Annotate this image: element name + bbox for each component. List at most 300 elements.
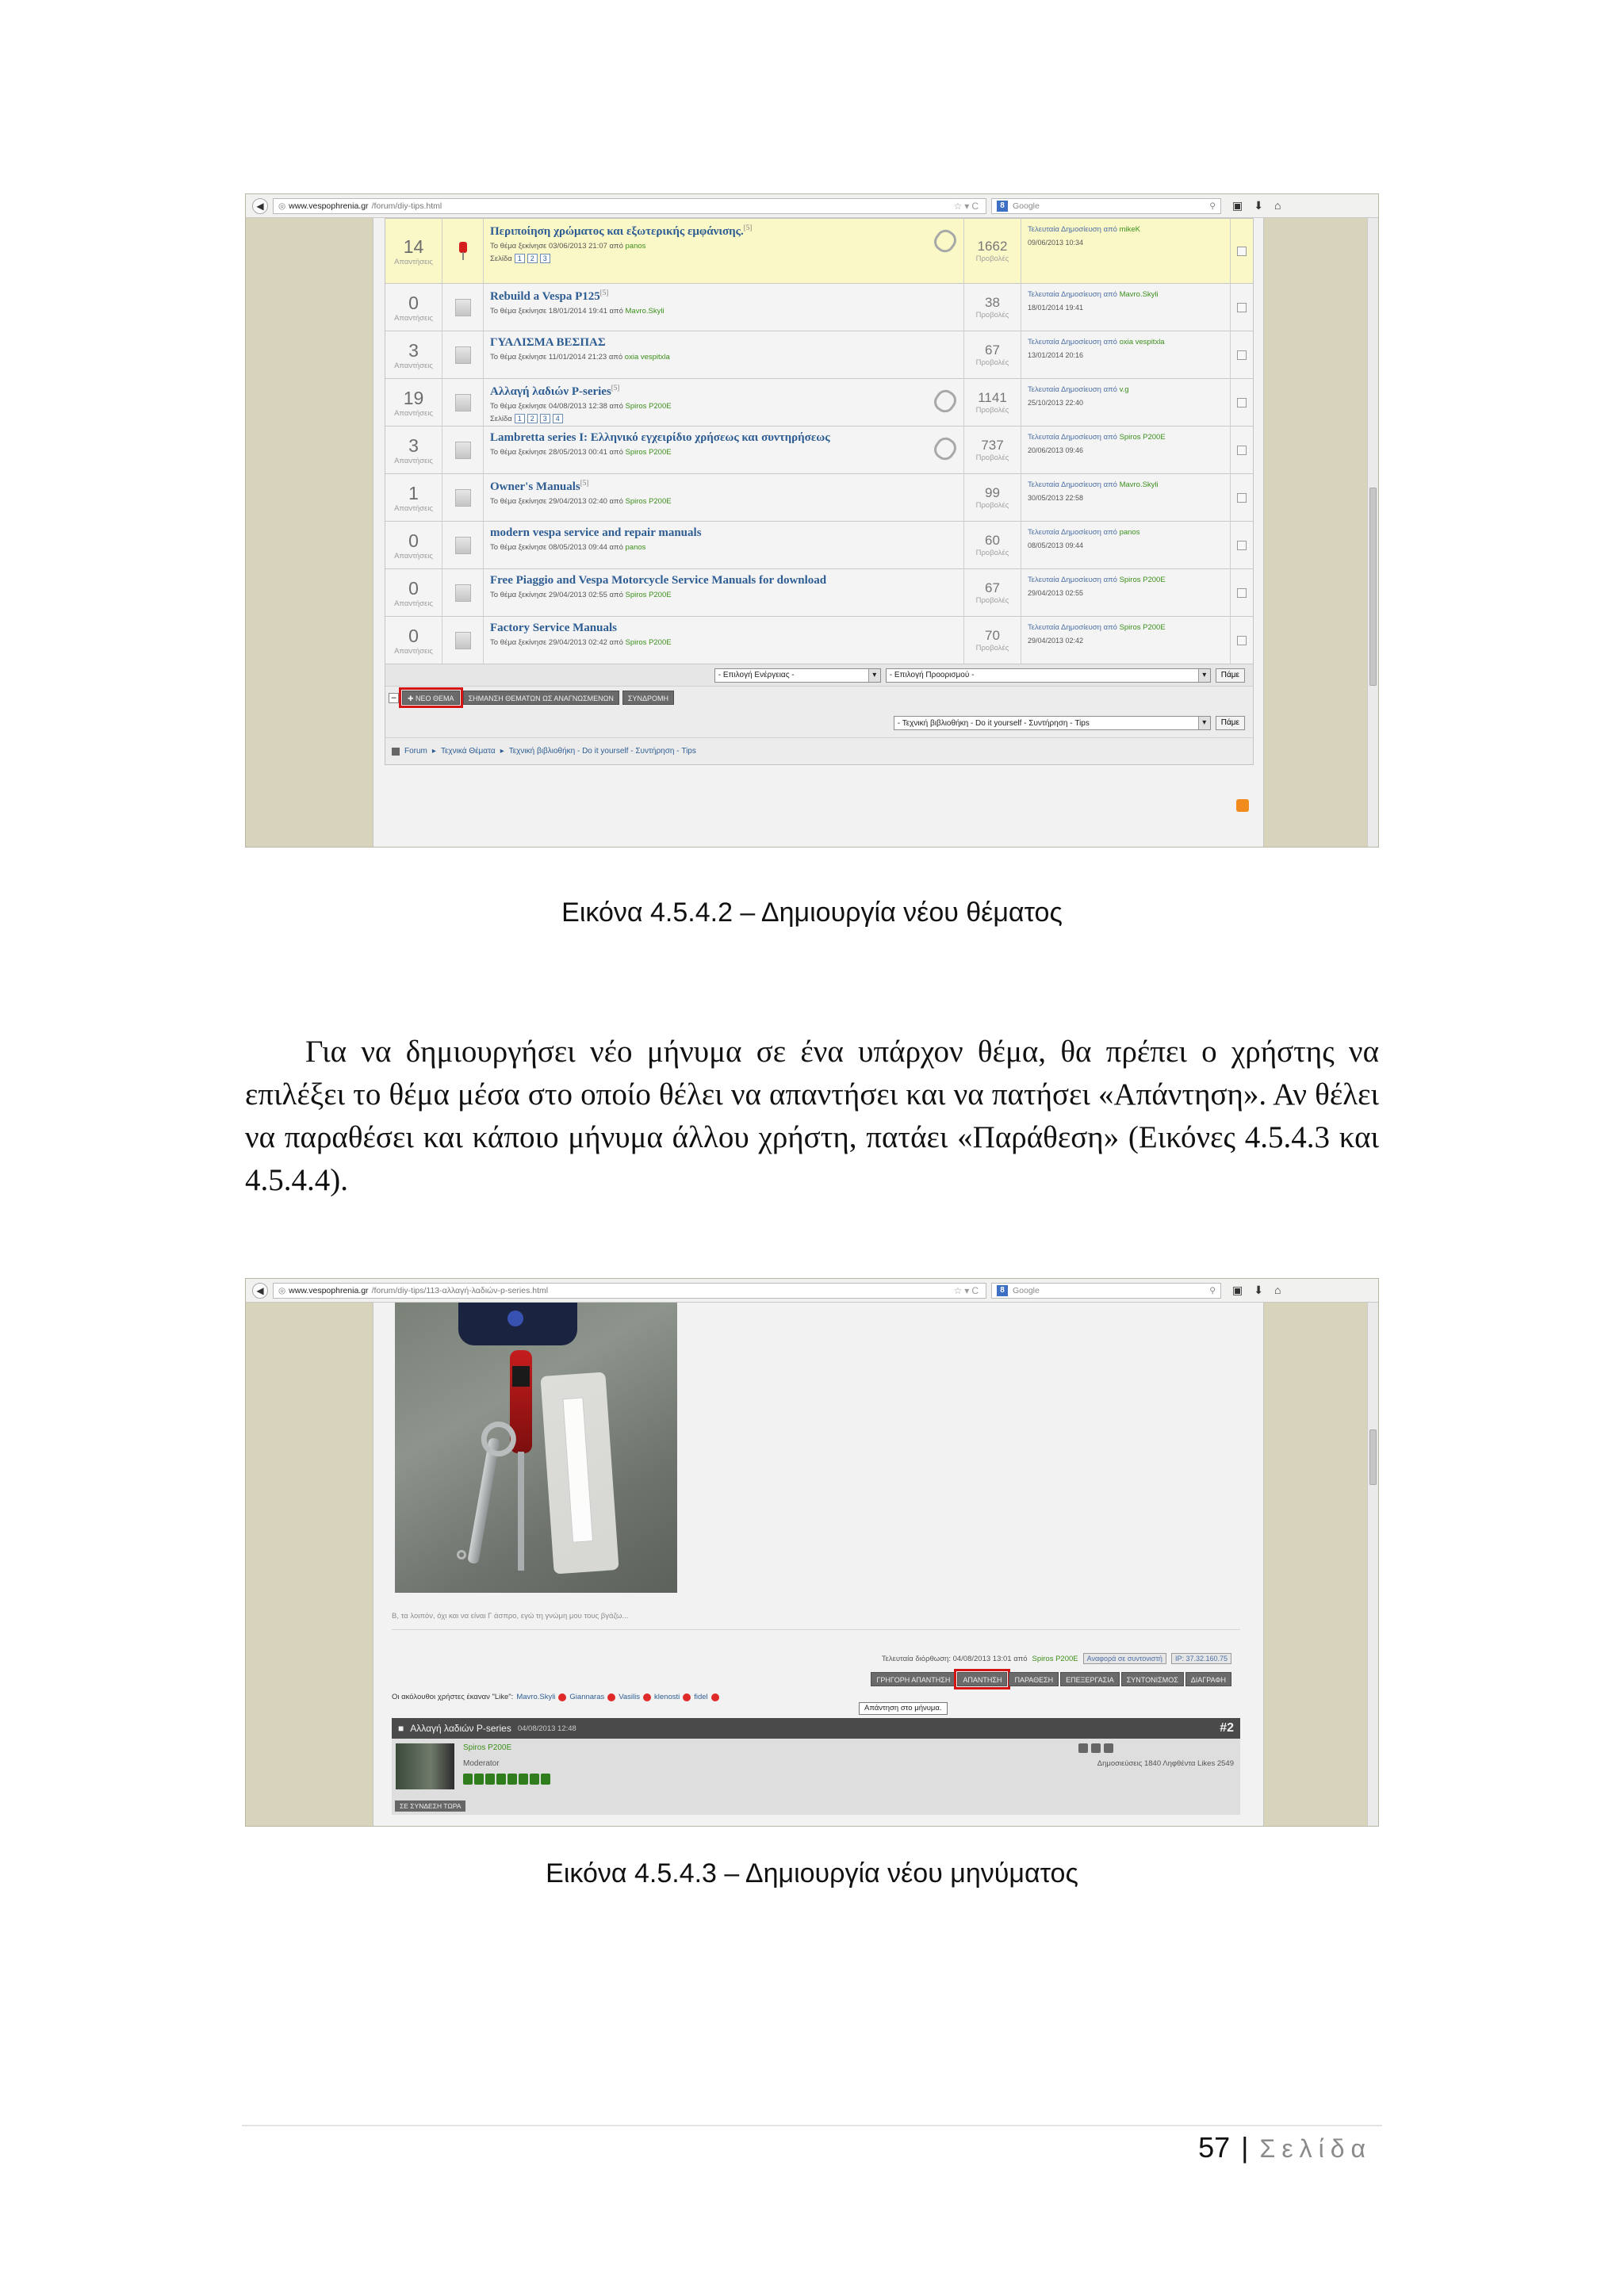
select-cell	[1231, 474, 1253, 521]
last-post-label[interactable]: Τελευταία Δημοσίευση από	[1028, 528, 1117, 537]
breadcrumb-arrow-icon: ▸	[431, 747, 436, 756]
last-post-line	[1028, 338, 1224, 346]
scrollbar[interactable]	[1367, 1303, 1378, 1826]
post-button-6[interactable]: ΔΙΑΓΡΑΦΗ	[1185, 1672, 1231, 1686]
topic-status-icon	[455, 489, 471, 507]
topic-status-icon	[455, 632, 471, 649]
last-post-cell	[1021, 474, 1231, 521]
started-label: Το θέμα ξεκίνησε 18/01/2014 19:41 από	[490, 307, 623, 316]
last-post-date: 08/05/2013 09:44	[1028, 541, 1084, 549]
url-path: /forum/diy-tips/113-αλλαγή-λαδιών-p-series.html	[371, 1285, 549, 1295]
figure-forum-topic-list	[245, 193, 1379, 848]
select-cell	[1231, 284, 1253, 331]
reply-label: Απαντήσεις	[394, 551, 433, 561]
topic-title[interactable]	[490, 384, 957, 399]
page-link[interactable]: 1	[515, 414, 525, 423]
last-post-label[interactable]: Τελευταία Δημοσίευση από	[1028, 385, 1117, 394]
last-post-user[interactable]: Mavro.Skyli	[1119, 290, 1159, 299]
last-post-label[interactable]: Τελευταία Δημοσίευση από	[1028, 338, 1117, 346]
forum-home-icon[interactable]	[392, 748, 400, 756]
reply-count: 19	[403, 387, 424, 408]
reply-label: Απαντήσεις	[394, 257, 433, 266]
views-cell	[964, 331, 1021, 378]
topic-row[interactable]	[385, 569, 1253, 617]
last-post-user[interactable]: oxia vespitxla	[1119, 338, 1165, 346]
views-cell	[964, 219, 1021, 283]
bookmark-star-icon[interactable]: ☆▾C	[953, 1284, 981, 1296]
select-cell	[1231, 379, 1253, 426]
topic-status-icon	[455, 442, 471, 459]
magnifier-icon[interactable]: ⚲	[1209, 1285, 1216, 1295]
like-remove-icon[interactable]	[607, 1693, 615, 1701]
bookmarks-icon[interactable]: ▣	[1232, 199, 1243, 212]
ip-badge: IP: 37.32.160.75	[1171, 1653, 1231, 1664]
post-button-4[interactable]: ΕΠΕΞΕΡΓΑΣΙΑ	[1060, 1672, 1120, 1686]
select-cell	[1231, 522, 1253, 568]
topic-author[interactable]: Spiros P200E	[625, 402, 672, 411]
reply-tooltip: Απάντηση στο μήνυμα.	[859, 1702, 948, 1715]
post-date: 04/08/2013 12:48	[517, 1724, 576, 1733]
last-post-user[interactable]: v.g	[1119, 385, 1129, 394]
like-user[interactable]: Vasilis	[619, 1693, 641, 1701]
topic-title-text[interactable]: Factory Service Manuals	[490, 622, 617, 634]
replies-cell	[385, 617, 442, 664]
reply-count: 3	[408, 339, 419, 361]
plus-icon: ✚	[408, 695, 416, 702]
pin-icon	[458, 242, 468, 261]
views-cell	[964, 522, 1021, 568]
views-label: Προβολές	[975, 596, 1009, 605]
views-label: Προβολές	[975, 453, 1009, 462]
page-footer	[1198, 2131, 1372, 2164]
topic-title-text[interactable]: ΓΥΑΛΙΣΜΑ ΒΕΣΠΑΣ	[490, 336, 606, 349]
download-icon[interactable]: ⬇	[1254, 199, 1263, 212]
page-link[interactable]: 2	[527, 254, 538, 263]
last-post-date: 30/05/2013 22:58	[1028, 494, 1084, 502]
url-host: www.vespophrenia.gr	[289, 201, 369, 211]
avatar[interactable]	[396, 1743, 454, 1789]
post-quote-line: Β, τα λοιπόν, όχι και να είναι Γ άσπρο, εγώ τη γνώμη μου τους βγάζω...	[392, 1612, 629, 1621]
select-cell	[1231, 219, 1253, 283]
post-header	[392, 1718, 1240, 1739]
status-cell	[442, 284, 484, 331]
views-label: Προβολές	[975, 254, 1009, 263]
topic-row[interactable]	[385, 284, 1253, 331]
topic-title-text[interactable]: Lambretta series I: Ελληνικό εγχειρίδιο χρήσεως και συντηρήσεως	[490, 431, 830, 444]
title-cell	[484, 427, 964, 473]
search-placeholder: Google	[1013, 201, 1040, 211]
google-icon: 8	[997, 201, 1008, 212]
topic-action-bar	[385, 687, 1253, 709]
reply-label: Απαντήσεις	[394, 599, 433, 608]
screwdriver-shaft	[518, 1452, 524, 1571]
started-label: Το θέμα ξεκίνησε 08/05/2013 09:44 από	[490, 543, 623, 552]
page-link[interactable]: 3	[540, 254, 550, 263]
topic-checkbox[interactable]	[1237, 636, 1247, 645]
last-post-line	[1028, 623, 1224, 632]
breadcrumb-link[interactable]: Forum	[404, 747, 427, 756]
message-icon	[1104, 1743, 1113, 1753]
topic-title-text[interactable]: Rebuild a Vespa P125	[490, 290, 600, 303]
globe-icon: ◎	[278, 201, 286, 211]
post-button-1[interactable]: ΓΡΗΓΟΡΗ ΑΠΑΝΤΗΣΗ	[871, 1672, 956, 1686]
title-cell	[484, 474, 964, 521]
topic-checkbox[interactable]	[1237, 588, 1247, 598]
topic-title[interactable]	[490, 526, 957, 540]
collapse-icon[interactable]: –	[389, 693, 399, 703]
last-post-cell	[1021, 522, 1231, 568]
forum-jump-select[interactable]: - Τεχνική βιβλιοθήκη - Do it yourself - Συντήρηση - Tips ▾	[894, 716, 1211, 730]
topic-checkbox[interactable]	[1237, 493, 1247, 503]
scrollbar[interactable]	[1367, 218, 1378, 847]
topic-author[interactable]: Spiros P200E	[625, 497, 672, 506]
footer-separator: |	[1241, 2131, 1249, 2164]
view-count: 38	[985, 295, 1000, 310]
like-remove-icon[interactable]	[711, 1693, 719, 1701]
address-bar[interactable]	[273, 1283, 986, 1299]
topic-title-text[interactable]: Owner's Manuals	[490, 480, 580, 493]
bookmark-star-icon[interactable]: ☆▾C	[953, 200, 981, 212]
topic-title-text[interactable]: Περιποίηση χρώματος και εξωτερικής εμφάνισης.	[490, 225, 744, 238]
title-cell	[484, 617, 964, 664]
view-count: 67	[985, 580, 1000, 595]
topic-row[interactable]	[385, 522, 1253, 569]
back-arrow-icon[interactable]: ◀	[252, 1283, 268, 1299]
bookmarks-icon[interactable]: ▣	[1232, 1284, 1243, 1296]
last-post-line	[1028, 225, 1224, 234]
replies-cell	[385, 284, 442, 331]
topic-title[interactable]	[490, 431, 957, 445]
replies-cell	[385, 331, 442, 378]
topic-author[interactable]: Mavro.Skyli	[625, 307, 665, 316]
title-cell	[484, 379, 964, 426]
title-cell	[484, 569, 964, 616]
last-post-line	[1028, 385, 1224, 394]
address-bar[interactable]	[273, 198, 986, 214]
page-link[interactable]: 3	[540, 414, 550, 423]
breadcrumb	[385, 737, 1253, 764]
search-bar[interactable]	[991, 1283, 1221, 1299]
last-post-label[interactable]: Τελευταία Δημοσίευση από	[1028, 225, 1117, 234]
view-count: 99	[985, 485, 1000, 500]
topic-title[interactable]	[490, 289, 957, 304]
globe-icon: ◎	[278, 1285, 286, 1295]
topic-title[interactable]	[490, 574, 957, 587]
breadcrumb-link[interactable]: Τεχνική βιβλιοθήκη - Do it yourself - Συντήρηση - Tips	[508, 747, 696, 756]
title-cell	[484, 522, 964, 568]
started-label: Το θέμα ξεκίνησε 29/04/2013 02:42 από	[490, 638, 623, 647]
profile-icon	[1078, 1743, 1088, 1753]
subscribe-button[interactable]: ΣΥΝΔΡΟΜΗ	[622, 691, 674, 705]
topic-checkbox[interactable]	[1237, 398, 1247, 408]
scrollbar-thumb[interactable]	[1369, 1429, 1377, 1485]
last-post-user[interactable]: Mavro.Skyli	[1119, 480, 1159, 489]
google-icon: 8	[997, 1285, 1008, 1296]
figure-caption-2: Εικόνα 4.5.4.3 – Δημιουργία νέου μηνύματος	[546, 1858, 1078, 1888]
reply-count: 0	[408, 530, 419, 551]
last-post-date: 29/04/2013 02:55	[1028, 589, 1084, 597]
likes-line	[392, 1693, 719, 1701]
views-cell	[964, 617, 1021, 664]
search-placeholder: Google	[1013, 1285, 1040, 1295]
topic-title-text[interactable]: modern vespa service and repair manuals	[490, 526, 702, 539]
replies-cell	[385, 522, 442, 568]
views-label: Προβολές	[975, 644, 1009, 652]
action-select[interactable]: - Επιλογή Ενέργειας - ▾	[714, 668, 881, 683]
pages-label: Σελίδα	[490, 254, 512, 263]
last-post-cell	[1021, 569, 1231, 616]
last-post-cell	[1021, 284, 1231, 331]
reply-count: 0	[408, 625, 419, 646]
forum-jump	[385, 709, 1253, 737]
reply-label: Απαντήσεις	[394, 361, 433, 370]
mark-read-button[interactable]: ΣΗΜΑΝΣΗ ΘΕΜΑΤΩΝ ΩΣ ΑΝΑΓΝΩΣΜΕΝΩΝ	[463, 691, 619, 705]
last-post-line	[1028, 290, 1224, 299]
topic-meta	[490, 448, 957, 457]
last-post-date: 29/04/2013 02:42	[1028, 637, 1084, 645]
replies-cell	[385, 427, 442, 473]
like-user[interactable]: fidel	[694, 1693, 708, 1701]
pages-label: Σελίδα	[490, 414, 512, 423]
topic-checkbox[interactable]	[1237, 303, 1247, 312]
topic-author[interactable]: oxia vespitxla	[624, 353, 670, 362]
topic-title-text[interactable]: Αλλαγή λαδιών P-series	[490, 385, 611, 398]
status-cell	[442, 474, 484, 521]
topic-meta	[490, 402, 957, 411]
reply-count: 1	[408, 482, 419, 503]
up-icon	[1091, 1743, 1101, 1753]
topic-badge: [5]	[743, 224, 753, 232]
post-title[interactable]: Αλλαγή λαδιών P-series	[410, 1723, 511, 1734]
last-post-cell	[1021, 331, 1231, 378]
replies-cell	[385, 474, 442, 521]
started-label: Το θέμα ξεκίνησε 11/01/2014 21:23 από	[490, 353, 623, 362]
view-count: 737	[981, 438, 1004, 453]
washer	[457, 1550, 466, 1559]
last-post-user[interactable]: panos	[1119, 528, 1140, 537]
last-post-line	[1028, 528, 1224, 537]
browser-toolbar	[246, 194, 1378, 218]
topic-title-text[interactable]: Free Piaggio and Vespa Motorcycle Service Manuals for download	[490, 574, 827, 587]
topic-title[interactable]	[490, 336, 957, 350]
like-remove-icon[interactable]	[683, 1693, 691, 1701]
topic-checkbox[interactable]	[1237, 541, 1247, 550]
topic-checkbox[interactable]	[1237, 446, 1247, 455]
last-post-user[interactable]: Spiros P200E	[1119, 576, 1166, 584]
topic-status-icon	[455, 394, 471, 411]
topic-title[interactable]	[490, 622, 957, 635]
post-number[interactable]: #2	[1220, 1721, 1234, 1735]
footer-rule	[242, 2125, 1382, 2126]
topic-meta	[490, 591, 957, 599]
online-status-badge: ΣΕ ΣΥΝΔΕΣΗ ΤΩΡΑ	[395, 1800, 465, 1812]
views-label: Προβολές	[975, 311, 1009, 320]
topic-checkbox[interactable]	[1237, 247, 1247, 256]
topic-row[interactable]	[385, 474, 1253, 522]
topic-status-icon	[455, 346, 471, 364]
topic-author[interactable]: Spiros P200E	[625, 448, 672, 457]
last-post-date: 09/06/2013 10:34	[1028, 239, 1084, 247]
back-arrow-icon[interactable]: ◀	[252, 198, 268, 214]
go-button[interactable]: Πάμε	[1216, 668, 1245, 683]
like-remove-icon[interactable]	[643, 1693, 651, 1701]
last-post-cell	[1021, 617, 1231, 664]
replies-cell	[385, 379, 442, 426]
select-cell	[1231, 617, 1253, 664]
user-role: Moderator	[463, 1759, 500, 1768]
search-bar[interactable]	[991, 198, 1221, 214]
forum-page	[373, 218, 1264, 848]
started-label: Το θέμα ξεκίνησε 29/04/2013 02:55 από	[490, 591, 623, 599]
topic-row[interactable]	[385, 427, 1253, 474]
new-topic-button[interactable]	[402, 691, 460, 705]
reply-count: 0	[408, 292, 419, 313]
home-icon[interactable]: ⌂	[1274, 1284, 1281, 1296]
jump-go-button[interactable]: Πάμε	[1216, 716, 1245, 730]
magnifier-icon[interactable]: ⚲	[1209, 201, 1216, 211]
wrench	[467, 1437, 500, 1564]
started-label: Το θέμα ξεκίνησε 04/08/2013 12:38 από	[490, 402, 623, 411]
new-topic-label: ΝΕΟ ΘΕΜΑ	[416, 695, 454, 702]
reply-label: Απαντήσεις	[394, 456, 433, 465]
status-cell	[442, 379, 484, 426]
topic-badge: [5]	[599, 289, 609, 297]
last-edit-user[interactable]: Spiros P200E	[1032, 1654, 1078, 1663]
last-post-date: 25/10/2013 22:40	[1028, 399, 1084, 407]
topic-checkbox[interactable]	[1237, 350, 1247, 360]
last-post-cell	[1021, 427, 1231, 473]
topic-author[interactable]: Spiros P200E	[625, 638, 672, 647]
reply-count: 3	[408, 434, 419, 456]
status-cell	[442, 569, 484, 616]
rss-icon[interactable]	[1236, 799, 1249, 812]
last-post-user[interactable]: Spiros P200E	[1119, 433, 1166, 442]
breadcrumb-arrow-icon: ▸	[500, 747, 504, 756]
views-label: Προβολές	[975, 406, 1009, 415]
select-cell	[1231, 427, 1253, 473]
status-cell	[442, 427, 484, 473]
last-edit-label: Τελευταία διόρθωση: 04/08/2013 13:01 από	[881, 1654, 1028, 1663]
topic-row[interactable]	[385, 219, 1253, 284]
title-cell	[484, 284, 964, 331]
report-button[interactable]: Αναφορά σε συντονιστή	[1083, 1653, 1166, 1664]
last-post-cell	[1021, 379, 1231, 426]
syringe	[540, 1372, 619, 1574]
post-user-panel	[392, 1739, 1240, 1815]
select-cell	[1231, 331, 1253, 378]
post-button-row	[871, 1672, 1231, 1686]
url-host: www.vespophrenia.gr	[289, 1285, 369, 1295]
status-cell	[442, 331, 484, 378]
reputation-icons	[463, 1774, 550, 1785]
reply-label: Απαντήσεις	[394, 313, 433, 323]
last-post-user[interactable]: Spiros P200E	[1119, 623, 1166, 632]
view-count: 60	[985, 533, 1000, 548]
reply-label: Απαντήσεις	[394, 646, 433, 656]
like-remove-icon[interactable]	[558, 1693, 566, 1701]
topic-row[interactable]	[385, 331, 1253, 379]
reply-count: 0	[408, 577, 419, 599]
post-username[interactable]: Spiros P200E	[463, 1743, 512, 1752]
view-count: 1662	[977, 239, 1008, 254]
last-post-label[interactable]: Τελευταία Δημοσίευση από	[1028, 623, 1117, 632]
views-label: Προβολές	[975, 501, 1009, 510]
topic-row[interactable]	[385, 617, 1253, 664]
oil-can	[458, 1303, 577, 1345]
post-photo-tools[interactable]	[395, 1303, 677, 1593]
last-post-line	[1028, 433, 1224, 442]
status-cell	[442, 219, 484, 283]
views-cell	[964, 379, 1021, 426]
figure-caption-1: Εικόνα 4.5.4.2 – Δημιουργία νέου θέματος	[561, 897, 1063, 928]
status-cell	[442, 617, 484, 664]
likes-label: Οι ακόλουθοι χρήστες έκαναν "Like":	[392, 1693, 514, 1701]
page-link[interactable]: 2	[527, 414, 538, 423]
page-link[interactable]: 4	[553, 414, 563, 423]
last-post-date: 18/01/2014 19:41	[1028, 304, 1084, 312]
last-post-label[interactable]: Τελευταία Δημοσίευση από	[1028, 290, 1117, 299]
last-post-user[interactable]: mikeK	[1119, 225, 1140, 234]
status-cell	[442, 522, 484, 568]
topic-row[interactable]	[385, 379, 1253, 427]
breadcrumb-link[interactable]: Τεχνικά Θέματα	[440, 747, 496, 756]
last-post-line	[1028, 480, 1224, 489]
post-button-5[interactable]: ΣΥΝΤΟΝΙΣΜΟΣ	[1121, 1672, 1184, 1686]
views-label: Προβολές	[975, 358, 1009, 367]
post-button-2[interactable]: ΑΠΑΝΤΗΣΗ	[957, 1672, 1007, 1686]
destination-select[interactable]: - Επιλογή Προορισμού - ▾	[886, 668, 1211, 683]
like-user[interactable]: klenosti	[654, 1693, 680, 1701]
like-user[interactable]: Mavro.Skyli	[516, 1693, 556, 1701]
views-cell	[964, 427, 1021, 473]
view-count: 1141	[978, 390, 1007, 405]
download-icon[interactable]: ⬇	[1254, 1284, 1263, 1296]
topic-badge: [5]	[611, 384, 620, 392]
topic-badge: [5]	[580, 479, 589, 487]
body-paragraph: Για να δημιουργήσει νέο μήνυμα σε ένα υπάρχον θέμα, θα πρέπει ο χρήστης να επιλέξει το θέμα μέσα στο οποίο θέλει να απαντήσει και να πατήσει «Απάντηση». Αν θέλει να παραθέσει και κάποιο μήνυμα άλλου χρήστη, πατάει «Παράθεση» (Εικόνες 4.5.4.3 και 4.5.4.4).	[245, 1035, 1379, 1197]
last-post-label[interactable]: Τελευταία Δημοσίευση από	[1028, 480, 1117, 489]
views-cell	[964, 474, 1021, 521]
topic-title[interactable]	[490, 479, 957, 494]
topic-meta	[490, 353, 957, 362]
topic-author[interactable]: panos	[625, 543, 646, 552]
like-user[interactable]: Giannaras	[569, 1693, 605, 1701]
last-edit-info	[882, 1653, 1231, 1664]
post-button-3[interactable]: ΠΑΡΑΘΕΣΗ	[1009, 1672, 1059, 1686]
topic-pages	[490, 414, 957, 423]
started-label: Το θέμα ξεκίνησε 29/04/2013 02:40 από	[490, 497, 623, 506]
home-icon[interactable]: ⌂	[1274, 199, 1281, 212]
topic-author[interactable]: panos	[625, 242, 646, 251]
last-post-date: 13/01/2014 20:16	[1028, 351, 1084, 359]
last-post-label[interactable]: Τελευταία Δημοσίευση από	[1028, 433, 1117, 442]
topic-author[interactable]: Spiros P200E	[625, 591, 672, 599]
last-post-cell	[1021, 219, 1231, 283]
user-stats: Δημοσιεύσεις 1840 Ληφθέντα Likes 2549	[1097, 1759, 1234, 1768]
post-icon: ■	[398, 1723, 404, 1734]
last-post-label[interactable]: Τελευταία Δημοσίευση από	[1028, 576, 1117, 584]
topic-meta	[490, 497, 957, 506]
post-page	[373, 1303, 1264, 1827]
topic-meta	[490, 307, 957, 316]
reply-count: 14	[403, 235, 424, 257]
url-path: /forum/diy-tips.html	[371, 201, 442, 211]
scrollbar-thumb[interactable]	[1369, 488, 1377, 686]
replies-cell	[385, 219, 442, 283]
topic-title[interactable]	[490, 224, 957, 239]
page-link[interactable]: 1	[515, 254, 525, 263]
user-action-icons[interactable]	[1078, 1743, 1113, 1753]
